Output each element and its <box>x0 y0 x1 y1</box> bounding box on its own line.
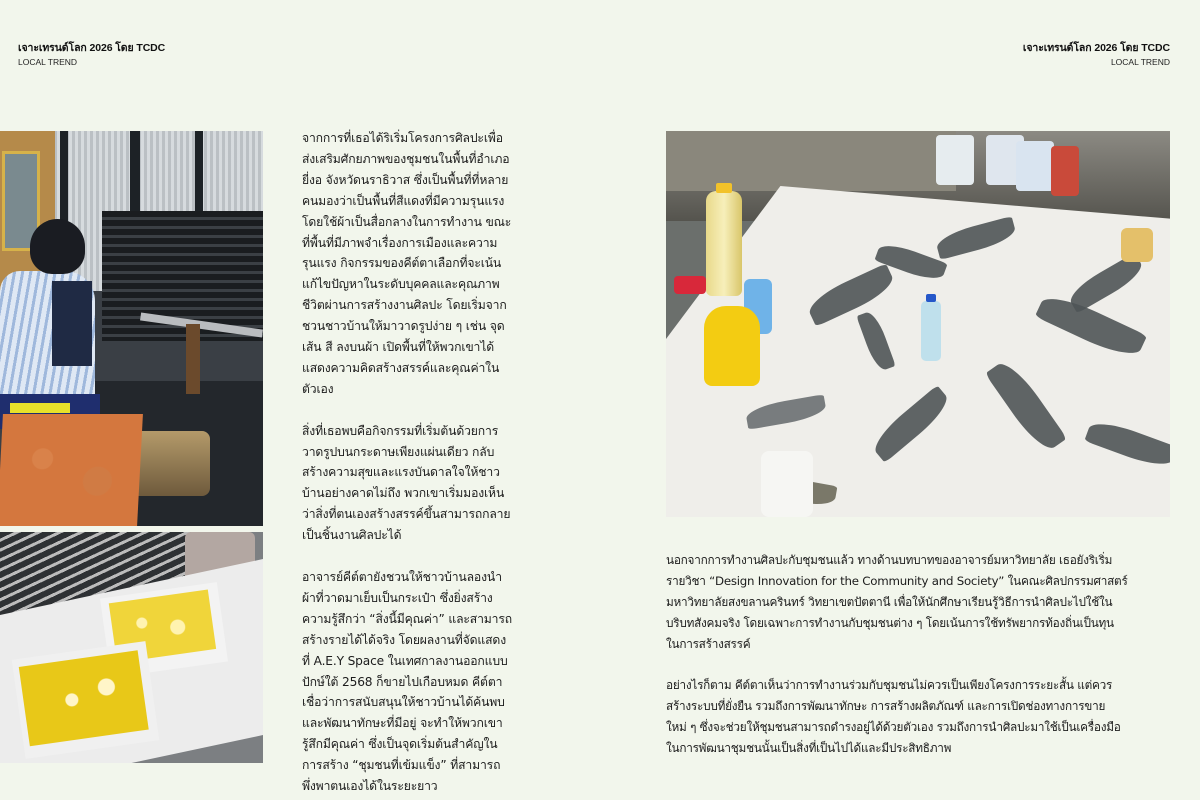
text-line: ที่พื้นที่มีภาพจำเรื่องการเมืองและความ <box>302 235 498 250</box>
text-line: จากการที่เธอได้ริเริ่มโครงการศิลปะเพื่อ <box>302 131 503 145</box>
text-line: ความรู้สึกว่า “สิ่งนี้มีคุณค่า” และสามารถ <box>302 611 512 626</box>
text-line: สร้างรายได้ได้จริง โดยผลงานที่จัดแสดง <box>302 632 506 647</box>
text-line: รู้สึกมีคุณค่า ซึ่งเป็นจุดเริ่มต้นสำคัญใน <box>302 737 498 752</box>
paragraph <box>666 550 1176 655</box>
photo-printmaking-press <box>0 131 263 526</box>
text-line: และพัฒนาทักษะที่มีอยู่ จะทำให้พวกเขา <box>302 716 503 731</box>
text-line: ปักษ์ใต้ 2568 ก็ขายไปเกือบหมด คีต์ตา <box>302 674 503 689</box>
text-line: เชื่อว่าการสนับสนุนให้ชาวบ้านได้ค้นพบ <box>302 695 505 710</box>
text-line: ใหม่ ๆ ซึ่งจะช่วยให้ชุมชนสามารถดำรงอยู่ได้ด้วยตัวเอง รวมถึงการนำศิลปะมาใช้เป็นเครื่องมือ <box>666 720 1121 735</box>
text-line: รายวิชา “Design Innovation for the Community and Society” ในคณะศิลปกรรมศาสตร์ <box>666 573 1128 588</box>
header-subtitle: LOCAL TREND <box>18 57 78 67</box>
text-line: ในการพัฒนาชุมชนนั้นเป็นสิ่งที่เป็นไปได้และมีประสิทธิภาพ <box>666 741 952 756</box>
paragraph <box>302 128 564 400</box>
text-line: ชวนชาวบ้านให้มาวาดรูปง่าย ๆ เช่น จุด <box>302 319 505 334</box>
text-line: บ้านอย่างคาดไม่ถึง พวกเขาเริ่มมองเห็น <box>302 486 505 501</box>
photo-yellow-prints <box>0 532 263 763</box>
text-line: การสร้าง “ชุมชนที่เข้มแข็ง” ที่สามารถ <box>302 758 501 773</box>
text-line: ผ้าที่วาดมาเย็บเป็นกระเป๋า ซึ่งยิ่งสร้าง <box>302 590 493 605</box>
text-line: คนมองว่าเป็นพื้นที่สีแดงที่มีความรุนแรง <box>302 193 505 208</box>
header-title: เจาะเทรนด์โลก 2026 โดย TCDC <box>18 42 166 54</box>
text-line: อย่างไรก็ตาม คีต์ตาเห็นว่าการทำงานร่วมกับชุมชนไม่ควรเป็นเพียงโครงการระยะสั้น แต่ควร <box>666 678 1113 693</box>
text-line: แก้ไขปัญหาในระดับบุคคลและคุณภาพ <box>302 277 500 292</box>
article-body-right <box>666 550 1176 780</box>
photo-workshop-table <box>666 131 1170 517</box>
text-line: อาจารย์คีต์ตายังชวนให้ชาวบ้านลองนำ <box>302 570 502 584</box>
text-line: ตัวเอง <box>302 381 334 396</box>
text-line: วาดรูปบนกระดาษเพียงแผ่นเดียว กลับ <box>302 444 495 459</box>
text-line: สร้างระบบที่ยั่งยืน รวมถึงการพัฒนาทักษะ การสร้างผลิตภัณฑ์ และการเปิดช่องทางการขาย <box>666 699 1106 714</box>
text-line: ชีวิตผ่านการสร้างงานศิลปะ โดยเริ่มจาก <box>302 298 507 313</box>
text-line: เส้น สี ลงบนผ้า เปิดพื้นที่ให้พวกเขาได้ <box>302 340 494 355</box>
text-line: แสดงความคิดสร้างสรรค์และคุณค่าใน <box>302 360 500 375</box>
text-line: ว่าสิ่งที่ตนเองสร้างสรรค์ขึ้นสามารถกลาย <box>302 507 511 522</box>
text-line: ในการสร้างสรรค์ <box>666 636 751 651</box>
running-header-left <box>18 41 165 68</box>
text-line: บริบทสังคมจริง โดยเฉพาะการทำงานกับชุมชนต่าง ๆ โดยเน้นการใช้ทรัพยากรท้องถิ่นเป็นทุน <box>666 615 1114 630</box>
text-line: เป็นชิ้นงานศิลปะได้ <box>302 528 402 543</box>
header-subtitle: LOCAL TREND <box>1110 57 1170 67</box>
paragraph <box>302 567 564 797</box>
text-line: พึ่งพาตนเองได้ในระยะยาว <box>302 779 438 794</box>
text-line: โดยใช้ผ้าเป็นสื่อกลางในการทำงาน ขณะ <box>302 214 512 229</box>
text-line: รุนแรง กิจกรรมของคีต์ตาเลือกที่จะเน้น <box>302 256 502 271</box>
paragraph <box>302 421 564 546</box>
text-line: มหาวิทยาลัยสงขลานครินทร์ วิทยาเขตปัตตานี เพื่อให้นักศึกษาเรียนรู้วิธีการนำศิลปะไปใช้ใน <box>666 594 1113 609</box>
text-line: ยี่งอ จังหวัดนราธิวาส ซึ่งเป็นพื้นที่ที่หลาย <box>302 172 509 187</box>
text-line: ส่งเสริมศักยภาพของชุมชนในพื้นที่อำเภอ <box>302 151 510 166</box>
text-line: ที่ A.E.Y Space ในเทศกาลงานออกแบบ <box>302 653 508 668</box>
text-line: สิ่งที่เธอพบคือกิจกรรมที่เริ่มต้นด้วยการ <box>302 423 499 438</box>
running-header-right <box>1023 41 1170 68</box>
paragraph <box>666 675 1176 759</box>
article-body-left <box>302 128 564 797</box>
header-title: เจาะเทรนด์โลก 2026 โดย TCDC <box>1022 42 1170 54</box>
text-line: นอกจากการทำงานศิลปะกับชุมชนแล้ว ทางด้านบทบาทของอาจารย์มหาวิทยาลัย เธอยังริเริ่ม <box>666 553 1113 567</box>
text-line: สร้างความสุขและแรงบันดาลใจให้ชาว <box>302 465 500 480</box>
